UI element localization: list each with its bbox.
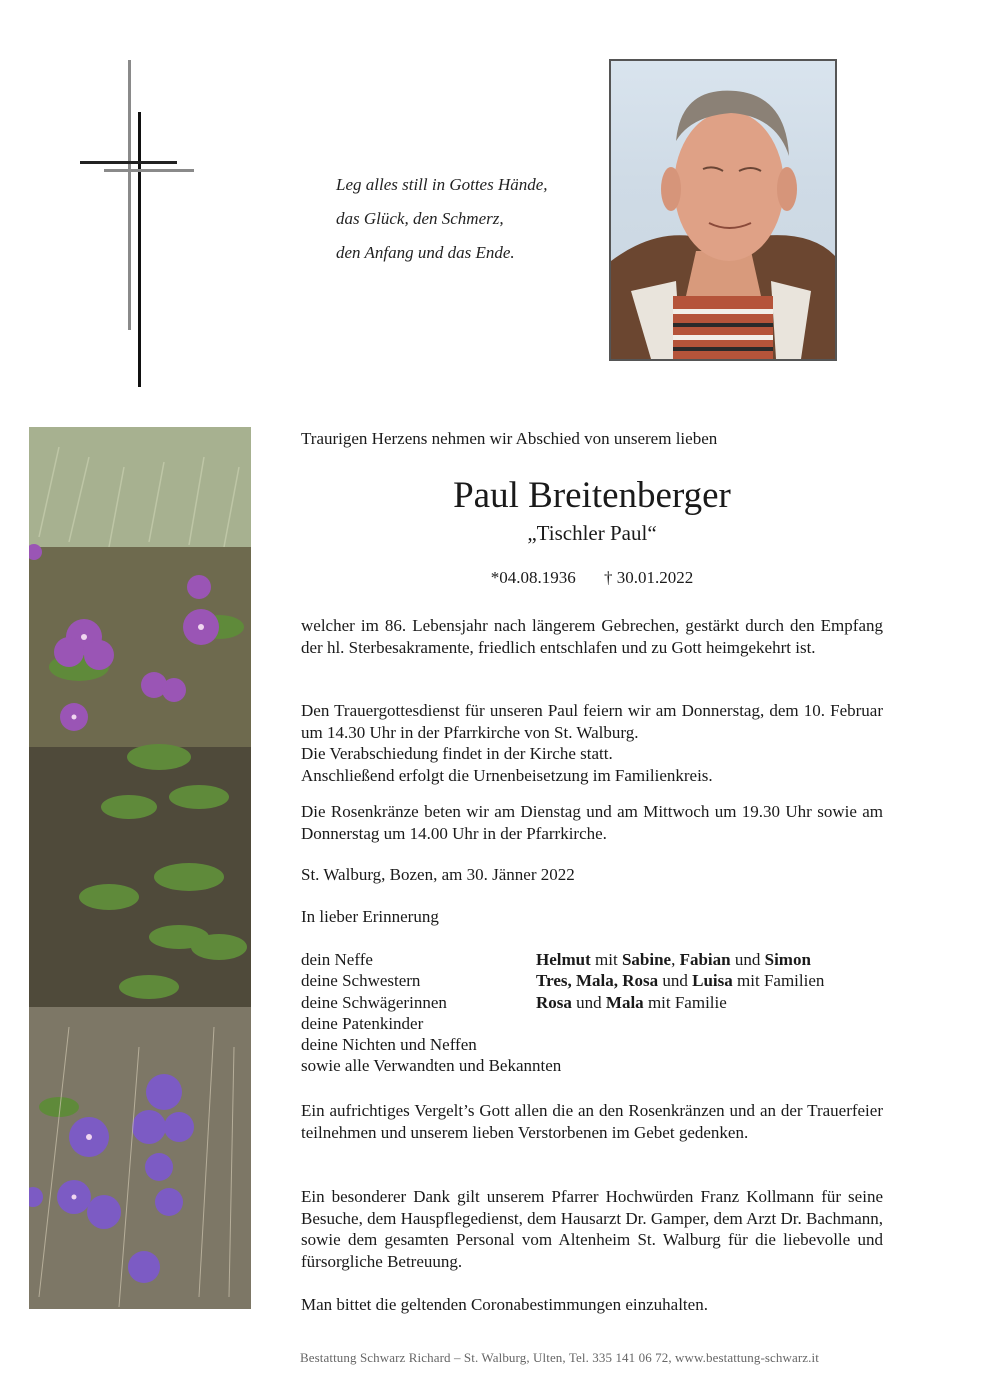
mourner-connector: mit Familie (643, 992, 727, 1012)
cross-horizontal-gray (104, 169, 194, 172)
life-dates (301, 568, 883, 588)
death-date: † 30.01.2022 (604, 568, 694, 587)
deceased-name: Paul Breitenberger (453, 475, 731, 516)
mourner-row (301, 970, 824, 991)
mourner-names (536, 992, 727, 1013)
flower-illustration (29, 427, 251, 1309)
thanks-paragraph (301, 1100, 883, 1143)
funeral-home-footer: Bestattung Schwarz Richard – St. Walburg, Ulten, Tel. 335 141 06 72, www.bestattung-schwarz.it (300, 1350, 819, 1365)
mourner-name: Fabian (679, 950, 731, 969)
verse (336, 168, 548, 270)
death-paragraph (301, 615, 883, 658)
verse-line: Leg alles still in Gottes Hände, (336, 175, 548, 194)
mourner-name: Simon (764, 950, 811, 969)
mourner-relation: deine Schwägerinnen (301, 992, 447, 1012)
cross-icon (0, 0, 200, 400)
mourner-connector: mit Familien (732, 971, 825, 991)
mourner-relation: deine Schwestern (301, 971, 421, 991)
mourner-connector: und (658, 971, 693, 991)
mourner-row (301, 1013, 824, 1034)
mourner-row (301, 1055, 824, 1076)
service-text-2: Die Verabschiedung findet in der Kirche statt. (301, 744, 613, 763)
mourner-name: Mala (605, 992, 644, 1012)
mourner-names (536, 970, 824, 991)
remembrance-heading: In lieber Erinnerung (301, 907, 439, 926)
mourner-name: Tres, Mala, Rosa (536, 971, 659, 991)
mourner-connector: und (571, 992, 606, 1012)
service-paragraph (301, 700, 883, 786)
deceased-nickname: „Tischler Paul“ (527, 521, 657, 545)
mourner-connector: und (730, 950, 765, 969)
mourner-relation: deine Patenkinder (301, 1013, 424, 1033)
verse-line: den Anfang und das Ende. (336, 243, 515, 262)
birth-date: *04.08.1936 (490, 568, 576, 587)
rosary-text: Die Rosenkränze beten wir am Dienstag und am Mittwoch um 19.30 Uhr sowie am Donnerstag um 14.00 Uhr in der Pfarrkirche. (301, 802, 883, 843)
cross-vertical-gray (128, 60, 131, 330)
portrait-photo (609, 59, 837, 361)
mourner-row (301, 949, 824, 970)
mourner-relation: dein Neffe (301, 950, 373, 969)
service-text-1: Den Trauergottesdienst für unseren Paul feiern wir am Donnerstag, dem 10. Februar um 14.30 Uhr in der Pfarrkirche von St. Walburg. (301, 701, 883, 742)
mourner-relation: deine Nichten und Neffen (301, 1035, 477, 1055)
special-thanks-text: Ein besonderer Dank gilt unserem Pfarrer Hochwürden Franz Kollmann für seine Besuche, dem Hauspflegedienst, dem Hausarzt Dr. Gamper, dem Arzt Dr. Bachmann, sowie dem gesamten Personal vom Altenheim St. Walburg für die liebevolle und fürsorgliche Betreuung. (301, 1187, 883, 1271)
mourner-connector: , (671, 950, 680, 969)
mourner-name: Sabine (621, 950, 672, 969)
service-text-3: Anschließend erfolgt die Urnenbeisetzung im Familienkreis. (301, 765, 713, 785)
cross-horizontal-black (80, 161, 177, 164)
special-thanks-paragraph (301, 1186, 883, 1272)
rosary-paragraph (301, 801, 883, 844)
portrait-illustration (611, 61, 835, 359)
verse-line: das Glück, den Schmerz, (336, 209, 504, 228)
thanks-text: Ein aufrichtiges Vergelt’s Gott allen die an den Rosenkränzen und an der Trauerfeier teilnehmen und unserem lieben Verstorbenen im Gebet gedenken. (301, 1101, 883, 1142)
mourner-name: Helmut (536, 950, 591, 969)
place-date: St. Walburg, Bozen, am 30. Jänner 2022 (301, 865, 575, 884)
corona-notice: Man bittet die geltenden Coronabestimmungen einzuhalten. (301, 1295, 708, 1314)
mourner-connector: mit (590, 950, 622, 969)
flower-photo (29, 427, 251, 1309)
mourner-name: Rosa (536, 992, 572, 1012)
cross-vertical-black (138, 112, 141, 387)
mourner-relation: sowie alle Verwandten und Bekannten (301, 1056, 562, 1076)
mourner-name: Luisa (692, 971, 733, 991)
mourner-row (301, 1034, 824, 1055)
death-text: welcher im 86. Lebensjahr nach längerem Gebrechen, gestärkt durch den Empfang der hl. Sterbesakramente, friedlich entschlafen und zu Gott heimgekehrt ist. (301, 616, 883, 657)
mourner-names (536, 949, 811, 970)
mourners-list (301, 949, 824, 1077)
intro-text: Traurigen Herzens nehmen wir Abschied von unserem lieben (301, 429, 718, 448)
mourner-row (301, 992, 824, 1013)
